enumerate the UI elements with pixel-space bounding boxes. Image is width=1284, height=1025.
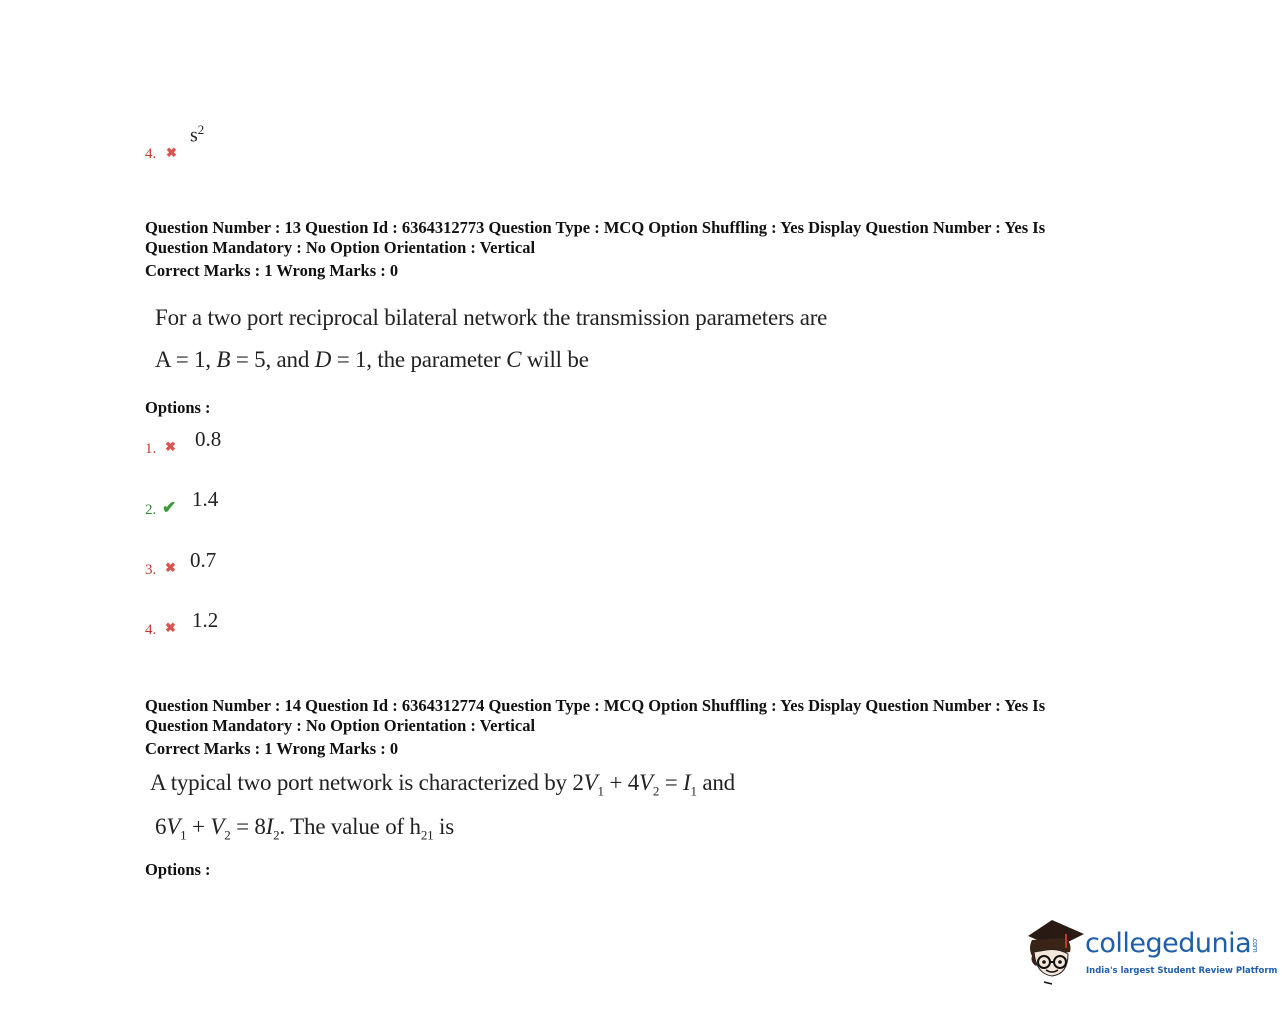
- option-number: 4.: [145, 622, 157, 638]
- cross-icon: ✖: [165, 439, 176, 454]
- cross-icon: ✖: [165, 560, 176, 575]
- option-number: 2.: [145, 502, 157, 518]
- q13-marks: Correct Marks : 1 Wrong Marks : 0: [145, 261, 399, 280]
- q14-options-label: Options :: [145, 860, 211, 879]
- mascot-icon: [1022, 918, 1086, 988]
- brand-logo[interactable]: [1022, 918, 1278, 990]
- option-number: 4.: [145, 146, 157, 162]
- option-value: 0.8: [195, 427, 222, 451]
- brand-tagline: India's largest Student Review Platform: [1086, 966, 1278, 976]
- q14-meta-line2: Question Mandatory : No Option Orientation : Vertical: [145, 716, 536, 735]
- option-value: $s^2$: [190, 122, 205, 147]
- q13-option-2[interactable]: [145, 485, 265, 525]
- q13-text-line1: For a two port reciprocal bilateral network the transmission parameters are: [155, 305, 828, 330]
- q13-option-3[interactable]: [145, 546, 265, 586]
- q13-option-1[interactable]: [145, 425, 265, 465]
- option-value: 0.7: [190, 548, 217, 572]
- q13-text-line2: A = 1, B = 5, and D = 1, the parameter C will be: [155, 347, 589, 372]
- q14-marks: Correct Marks : 1 Wrong Marks : 0: [145, 739, 399, 758]
- option-number: 3.: [145, 562, 157, 578]
- option-value: 1.4: [192, 487, 219, 511]
- option-value: 1.2: [192, 608, 219, 632]
- q13-options-label: Options :: [145, 398, 211, 417]
- q13-option-4[interactable]: [145, 606, 265, 646]
- cross-icon: ✖: [166, 145, 177, 160]
- q13-meta-line2: Question Mandatory : No Option Orientation : Vertical: [145, 238, 536, 257]
- brand-name: collegedunia.com: [1085, 928, 1260, 959]
- check-icon: ✔: [162, 498, 177, 517]
- q14-meta-line1: Question Number : 14 Question Id : 6364312774 Question Type : MCQ Option Shuffling : Yes Display Question Number : Yes Is: [145, 696, 1046, 715]
- q14-text-line1: A typical two port network is characterized by $2V_1 + 4V_2 = I_1$ and: [150, 770, 735, 799]
- q13-meta-line1: Question Number : 13 Question Id : 6364312773 Question Type : MCQ Option Shuffling : Yes Display Question Number : Yes Is: [145, 218, 1046, 237]
- option-number: 1.: [145, 441, 157, 457]
- q14-text-line2: $6V_1 + V_2 = 8I_2$. The value of $h_{21}$ is: [155, 814, 454, 843]
- cross-icon: ✖: [165, 620, 176, 635]
